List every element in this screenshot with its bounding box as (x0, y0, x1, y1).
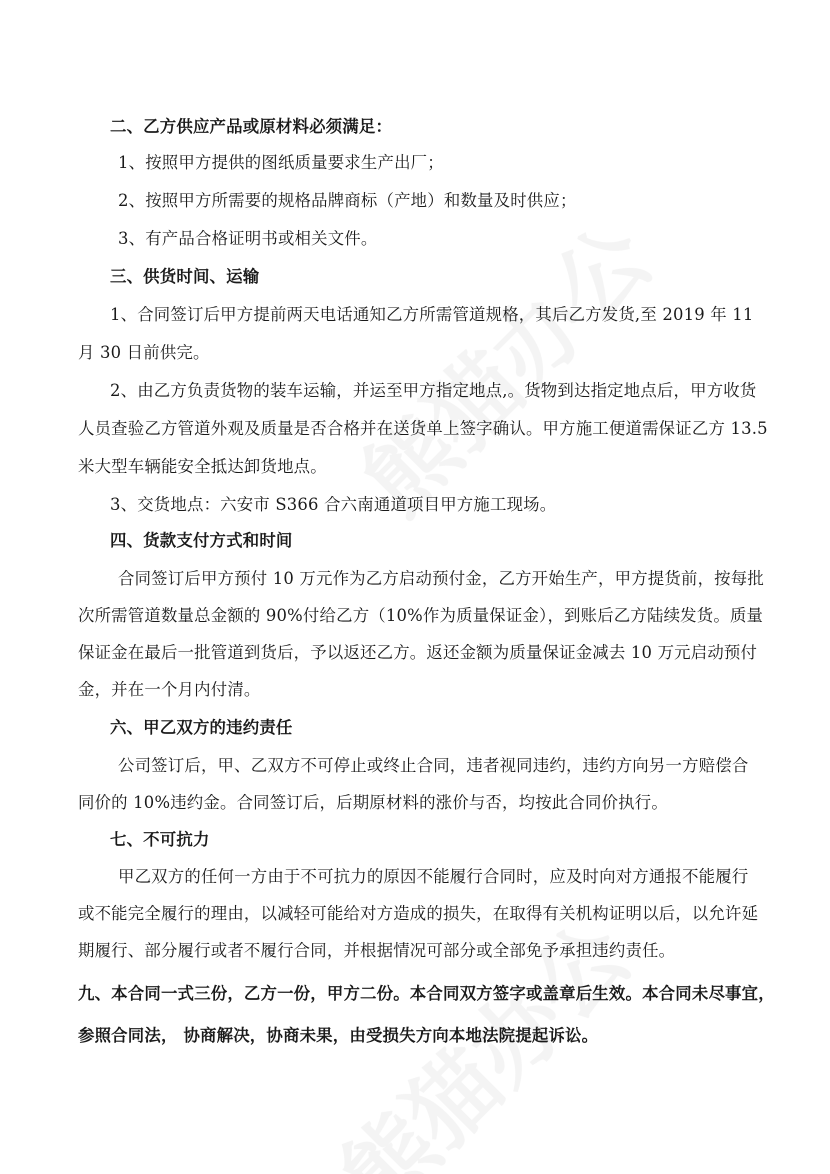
section-7-line-2: 或不能完全履行的理由，以减轻可能给对方造成的损失，在取得有关机构证明以后，以允许延 (78, 904, 759, 923)
section-4-line-3: 保证金在最后一批管道到货后，予以返还乙方。返还金额为质量保证金减去 10 万元启动预付 (78, 643, 758, 662)
section-2-item-3: 3、有产品合格证明书或相关文件。 (118, 229, 378, 248)
section-3-p2-line-1: 2、由乙方负责货物的装车运输，并运至甲方指定地点,。货物到达指定地点后，甲方收货 (110, 381, 757, 400)
section-7-line-3: 期履行、部分履行或者不履行合同，并根据情况可部分或全部免予承担违约责任。 (78, 941, 676, 960)
section-3-p1-line-1: 1、合同签订后甲方提前两天电话通知乙方所需管道规格，其后乙方发货,至 2019 年 11 (110, 305, 754, 324)
watermark-text-1 (343, 206, 672, 535)
section-6-line-2: 同价的 10%违约金。合同签订后，后期原材料的涨价与否，均按此合同价执行。 (78, 793, 668, 812)
section-3-heading: 三、供货时间、运输 (110, 267, 260, 286)
section-3-p2-line-3: 米大型车辆能安全抵达卸货地点。 (78, 457, 327, 476)
section-6-line-1: 公司签订后，甲、乙双方不可停止或终止合同，违者视同违约，违约方向另一方赔偿合 (118, 756, 749, 775)
section-4-line-4: 金，并在一个月内付清。 (78, 680, 261, 699)
section-6-heading: 六、甲乙双方的违约责任 (110, 718, 293, 737)
section-9-line-1: 九、本合同一式三份，乙方一份，甲方二份。本合同双方签字或盖章后生效。本合同未尽事宜， (78, 984, 775, 1003)
section-2-item-2: 2、按照甲方所需要的规格品牌商标（产地）和数量及时供应； (118, 191, 577, 210)
section-4-heading: 四、货款支付方式和时间 (110, 531, 293, 550)
section-4-line-1: 合同签订后甲方预付 10 万元作为乙方启动预付金，乙方开始生产，甲方提货前，按每批 (118, 569, 764, 588)
section-3-p2-line-2: 人员查验乙方管道外观及质量是否合格并在送货单上签字确认。甲方施工便道需保证乙方 13.5 (78, 419, 768, 438)
section-3-p3: 3、交货地点：六安市 S366 合六南通道项目甲方施工现场。 (110, 495, 557, 514)
section-2-item-1: 1、按照甲方提供的图纸质量要求生产出厂； (118, 153, 444, 172)
section-3-p1-line-2: 月 30 日前供完。 (78, 343, 210, 362)
section-4-line-2: 次所需管道数量总金额的 90%付给乙方（10%作为质量保证金），到账后乙方陆续发货。质量 (78, 606, 764, 625)
section-7-line-1: 甲乙双方的任何一方由于不可抗力的原因不能履行合同时，应及时向对方通报不能履行 (118, 867, 749, 886)
section-9-line-2: 参照合同法， 协商解决，协商未果，由受损失方向本地法院提起诉讼。 (78, 1026, 599, 1045)
section-2-heading: 二、乙方供应产品或原材料必须满足： (110, 117, 393, 136)
section-7-heading: 七、不可抗力 (110, 830, 210, 849)
